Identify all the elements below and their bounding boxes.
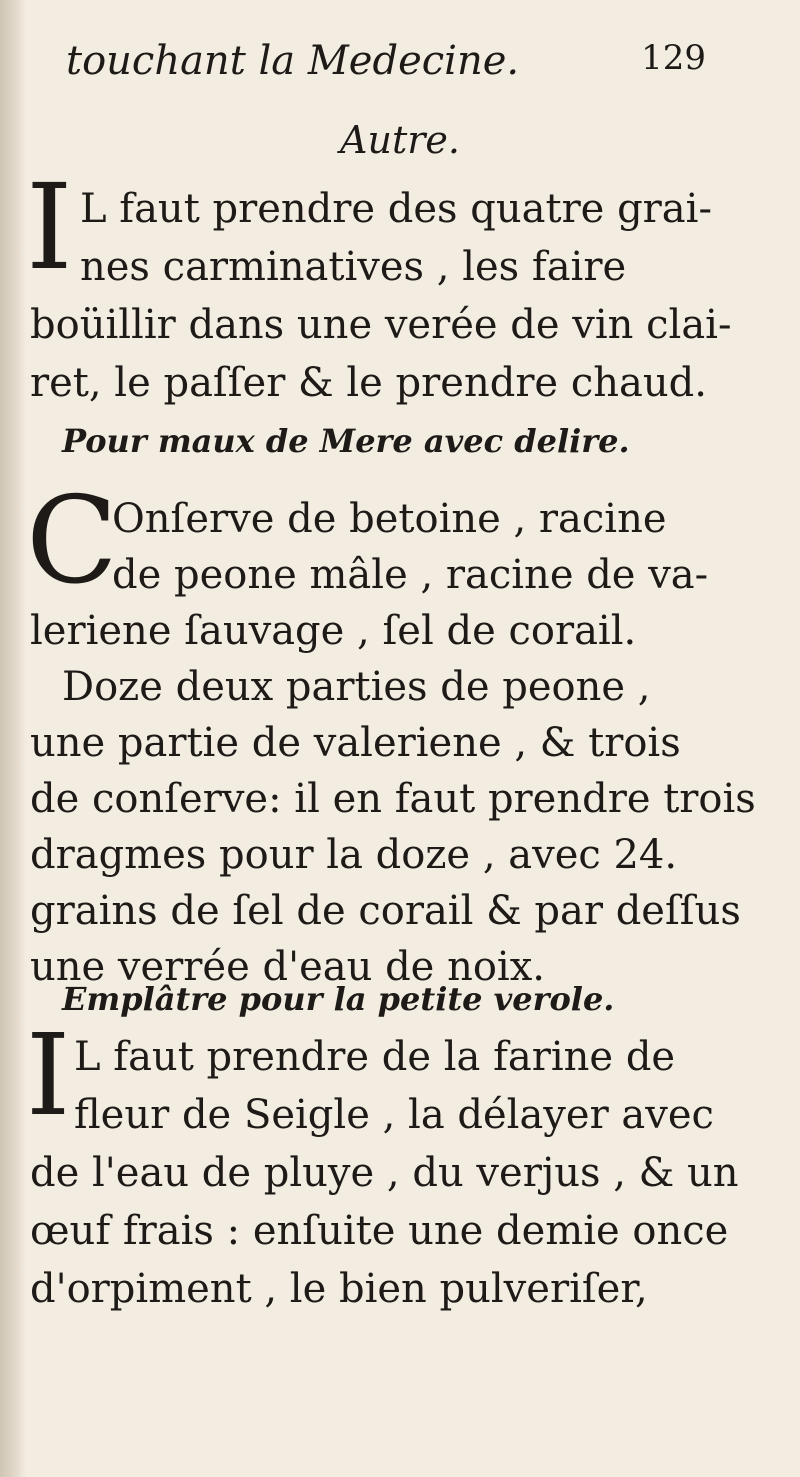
text-line: de peone mâle , racine de va- (112, 552, 709, 598)
text-line: Onſerve de betoine , racine (112, 496, 667, 542)
text-line: L faut prendre de la farine de (74, 1034, 676, 1080)
text-line: de conſerve: il en faut prendre trois (30, 776, 756, 822)
text-line: L faut prendre des quatre grai- (80, 186, 712, 232)
text-line: Doze deux parties de peone , (62, 664, 651, 710)
text-line: une partie de valeriene , & trois (30, 720, 681, 766)
text-line: d'orpiment , le bien pulveriſer, (30, 1266, 648, 1312)
text-line: boüillir dans une verée de vin clai- (30, 302, 732, 348)
drop-cap-i-2: I (26, 1011, 71, 1141)
text-line: dragmes pour la doze , avec 24. (30, 832, 678, 878)
text-line: leriene ſauvage , ſel de corail. (30, 608, 637, 654)
page-gutter (0, 0, 26, 1477)
text-line: de l'eau de pluye , du verjus , & un (30, 1150, 739, 1196)
section-heading-maux-de-mere: Pour maux de Mere avec delire. (62, 422, 630, 460)
section-heading-emplatre: Emplâtre pour la petite verole. (62, 980, 615, 1018)
section-heading-autre: Autre. (340, 118, 460, 162)
text-line: fleur de Seigle , la délayer avec (74, 1092, 714, 1138)
running-head (66, 38, 706, 98)
text-line: ret, le paſſer & le prendre chaud. (30, 360, 707, 406)
text-line: œuf frais : enſuite une demie once (30, 1208, 729, 1254)
text-line: nes carminatives , les faire (80, 244, 627, 290)
text-line: grains de ſel de corail & par deſſus (30, 888, 741, 934)
page-number: 129 (641, 38, 706, 78)
text-line: une verrée d'eau de noix. (30, 944, 545, 990)
drop-cap-i-1: I (26, 158, 73, 296)
running-title: touchant la Medecine. (66, 38, 520, 84)
drop-cap-c: C (26, 472, 118, 611)
